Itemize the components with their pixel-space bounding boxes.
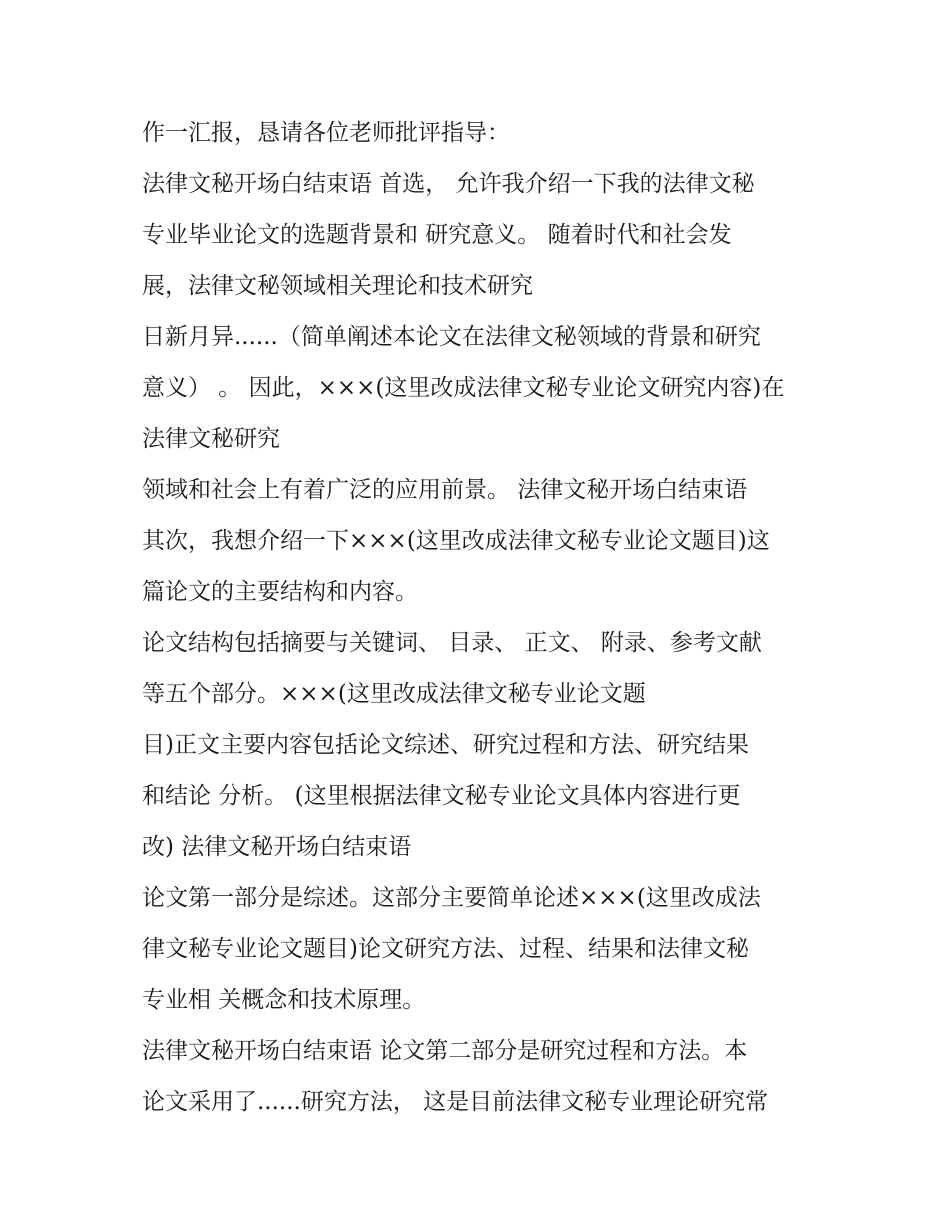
- text-line: 论文结构包括摘要与关键词、 目录、 正文、 附录、参考文献: [142, 630, 762, 656]
- text-line: 和结论 分析。 (这里根据法律文秘专业论文具体内容进行更: [142, 783, 741, 809]
- text-line: 日新月异......（简单阐述本论文在法律文秘领域的背景和研究: [142, 324, 761, 350]
- text-line: 展，法律文秘领域相关理论和技术研究: [142, 273, 533, 299]
- text-line: 专业毕业论文的选题背景和 研究意义。 随着时代和社会发: [142, 222, 732, 248]
- text-line: 论文第一部分是综述。这部分主要简单论述×××(这里改成法: [142, 885, 761, 911]
- text-line: 专业相 关概念和技术原理。: [142, 987, 426, 1013]
- text-line: 目)正文主要内容包括论文综述、研究过程和方法、研究结果: [142, 732, 749, 758]
- text-line: 论文采用了......研究方法， 这是目前法律文秘专业理论研究常: [142, 1089, 769, 1115]
- text-line: 作一汇报，恳请各位老师批评指导：: [142, 120, 510, 146]
- document-body: [142, 108, 842, 1128]
- text-line: 律文秘专业论文题目)论文研究方法、过程、结果和法律文秘: [142, 936, 749, 962]
- text-line: 改) 法律文秘开场白结束语: [142, 834, 412, 860]
- text-line: 领域和社会上有着广泛的应用前景。 法律文秘开场白结束语: [142, 477, 748, 503]
- text-line: 其次，我想介绍一下×××(这里改成法律文秘专业论文题目)这: [142, 528, 770, 554]
- text-line: 意义） 。 因此，×××(这里改成法律文秘专业论文研究内容)在: [142, 375, 785, 401]
- text-line: 法律文秘开场白结束语 首选， 允许我介绍一下我的法律文秘: [142, 171, 755, 197]
- text-line: 法律文秘研究: [142, 426, 280, 452]
- text-line: 篇论文的主要结构和内容。: [142, 579, 418, 605]
- text-line: 法律文秘开场白结束语 论文第二部分是研究过程和方法。本: [142, 1038, 748, 1064]
- text-line: 等五个部分。×××(这里改成法律文秘专业论文题: [142, 681, 646, 707]
